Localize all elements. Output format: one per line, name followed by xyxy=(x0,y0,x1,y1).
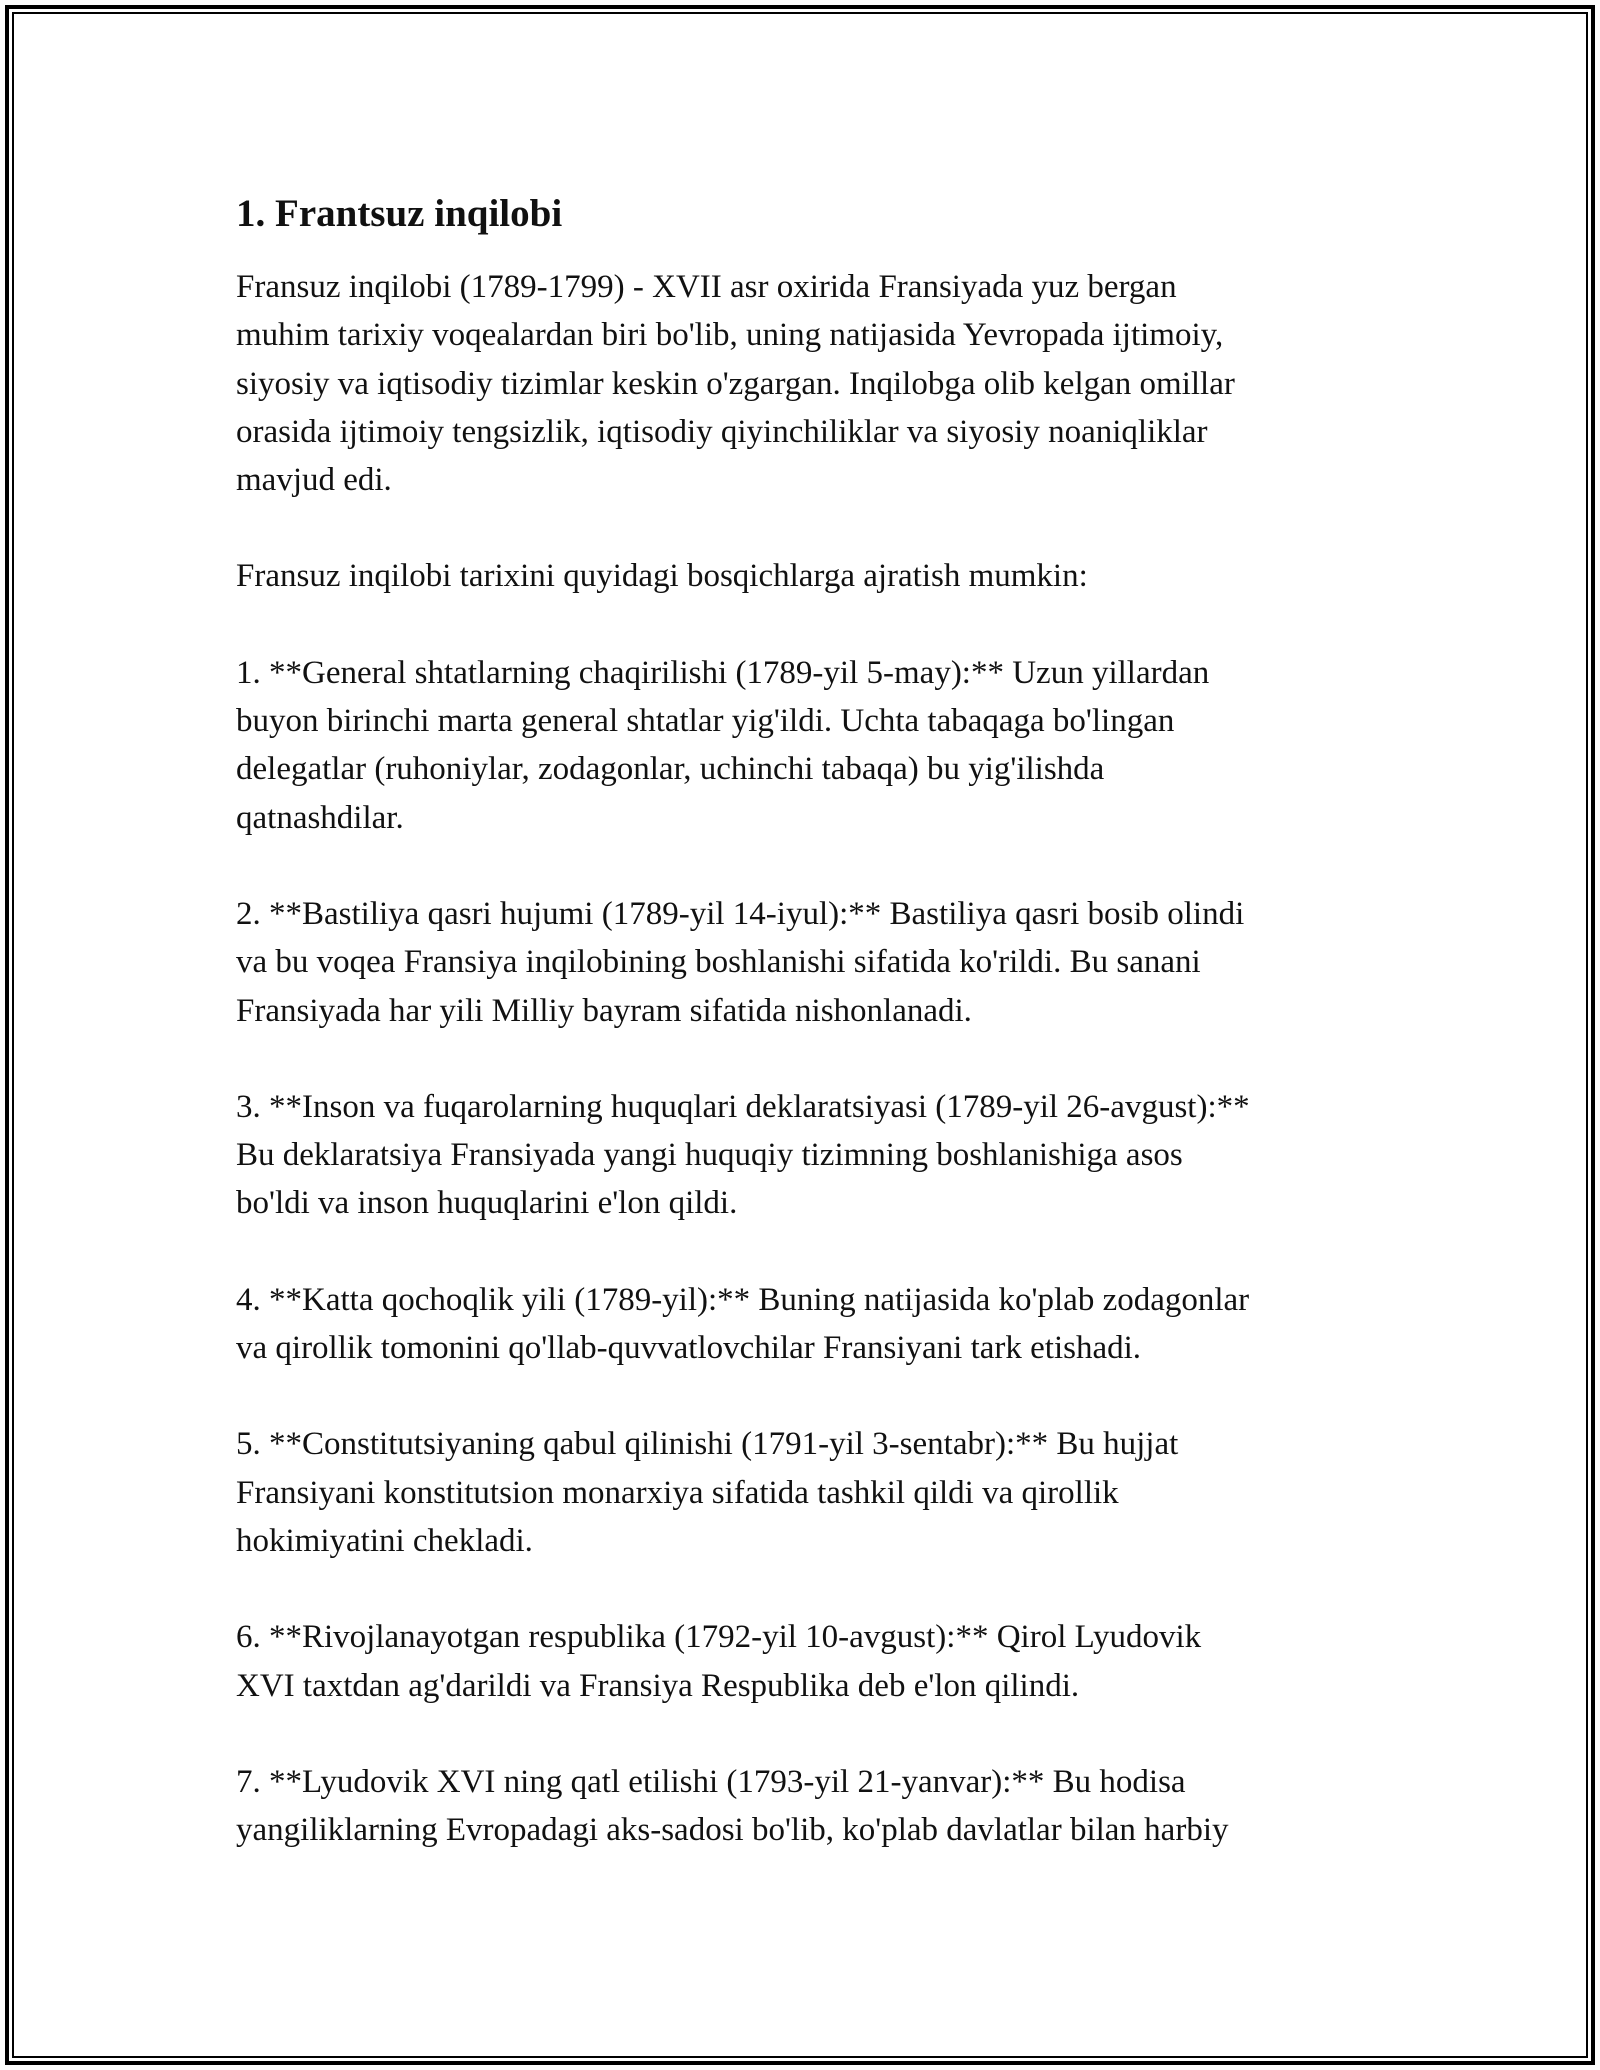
text-line: va bu voqea Fransiya inqilobining boshlanishi sifatida ko'rildi. Bu sanani xyxy=(236,944,1201,981)
text-line: Fransiyani konstitutsion monarxiya sifatida tashkil qildi va qirollik xyxy=(236,1474,1119,1511)
text-line: 4. **Katta qochoqlik yili (1789-yil):** Buning natijasida ko'plab zodagonlar xyxy=(236,1281,1250,1318)
list-item-1 xyxy=(236,649,1376,842)
text-line: 5. **Constitutsiyaning qabul qilinishi (1791-yil 3-sentabr):** Bu hujjat xyxy=(236,1426,1179,1463)
text-line: bo'ldi va inson huquqlarini e'lon qildi. xyxy=(236,1185,738,1222)
document-body xyxy=(236,186,1376,1854)
text-line: 3. **Inson va fuqarolarning huquqlari deklaratsiyasi (1789-yil 26-avgust):** xyxy=(236,1088,1250,1125)
list-item-7 xyxy=(236,1758,1376,1855)
text-line: XVI taxtdan ag'darildi va Fransiya Respublika deb e'lon qilindi. xyxy=(236,1667,1080,1704)
text-line: Bu deklaratsiya Fransiyada yangi huquqiy tizimning boshlanishiga asos xyxy=(236,1137,1183,1174)
text-line: Fransiyada har yili Milliy bayram sifatida nishonlanadi. xyxy=(236,992,972,1029)
paragraph-intro xyxy=(236,263,1376,504)
text-line: siyosiy va iqtisodiy tizimlar keskin o'zgargan. Inqilobga olib kelgan omillar xyxy=(236,365,1235,402)
text-line: 6. **Rivojlanayotgan respublika (1792-yil 10-avgust):** Qirol Lyudovik xyxy=(236,1619,1202,1656)
list-item-6 xyxy=(236,1613,1376,1710)
text-line: delegatlar (ruhoniylar, zodagonlar, uchinchi tabaqa) bu yig'ilishda xyxy=(236,751,1105,788)
text-line: qatnashdilar. xyxy=(236,799,404,836)
text-line: mavjud edi. xyxy=(236,462,392,499)
text-line: buyon birinchi marta general shtatlar yig'ildi. Uchta tabaqaga bo'lingan xyxy=(236,703,1175,740)
list-item-2 xyxy=(236,890,1376,1035)
text-line: yangiliklarning Evropadagi aks-sadosi bo'lib, ko'plab davlatlar bilan harbiy xyxy=(236,1812,1229,1849)
text-line: orasida ijtimoiy tengsizlik, iqtisodiy qiyinchiliklar va siyosiy noaniqliklar xyxy=(236,413,1208,450)
text-line: Fransuz inqilobi (1789-1799) - XVII asr oxirida Fransiyada yuz bergan xyxy=(236,269,1177,305)
text-line: Fransuz inqilobi tarixini quyidagi bosqichlarga ajratish mumkin: xyxy=(236,558,1088,595)
paragraph-stages-intro xyxy=(236,552,1376,600)
list-item-3 xyxy=(236,1083,1376,1228)
list-item-5 xyxy=(236,1420,1376,1565)
text-line: muhim tarixiy voqealardan biri bo'lib, uning natijasida Yevropada ijtimoiy, xyxy=(236,317,1224,354)
text-line: hokimiyatini chekladi. xyxy=(236,1522,533,1559)
list-item-4 xyxy=(236,1276,1376,1373)
text-line: va qirollik tomonini qo'llab-quvvatlovchilar Fransiyani tark etishadi. xyxy=(236,1330,1142,1367)
text-line: 1. **General shtatlarning chaqirilishi (1789-yil 5-may):** Uzun yillardan xyxy=(236,654,1210,691)
text-line: 7. **Lyudovik XVI ning qatl etilishi (1793-yil 21-yanvar):** Bu hodisa xyxy=(236,1763,1186,1800)
text-line: 2. **Bastiliya qasri hujumi (1789-yil 14-iyul):** Bastiliya qasri bosib olindi xyxy=(236,895,1245,932)
document-title: 1. Frantsuz inqilobi xyxy=(236,192,563,235)
